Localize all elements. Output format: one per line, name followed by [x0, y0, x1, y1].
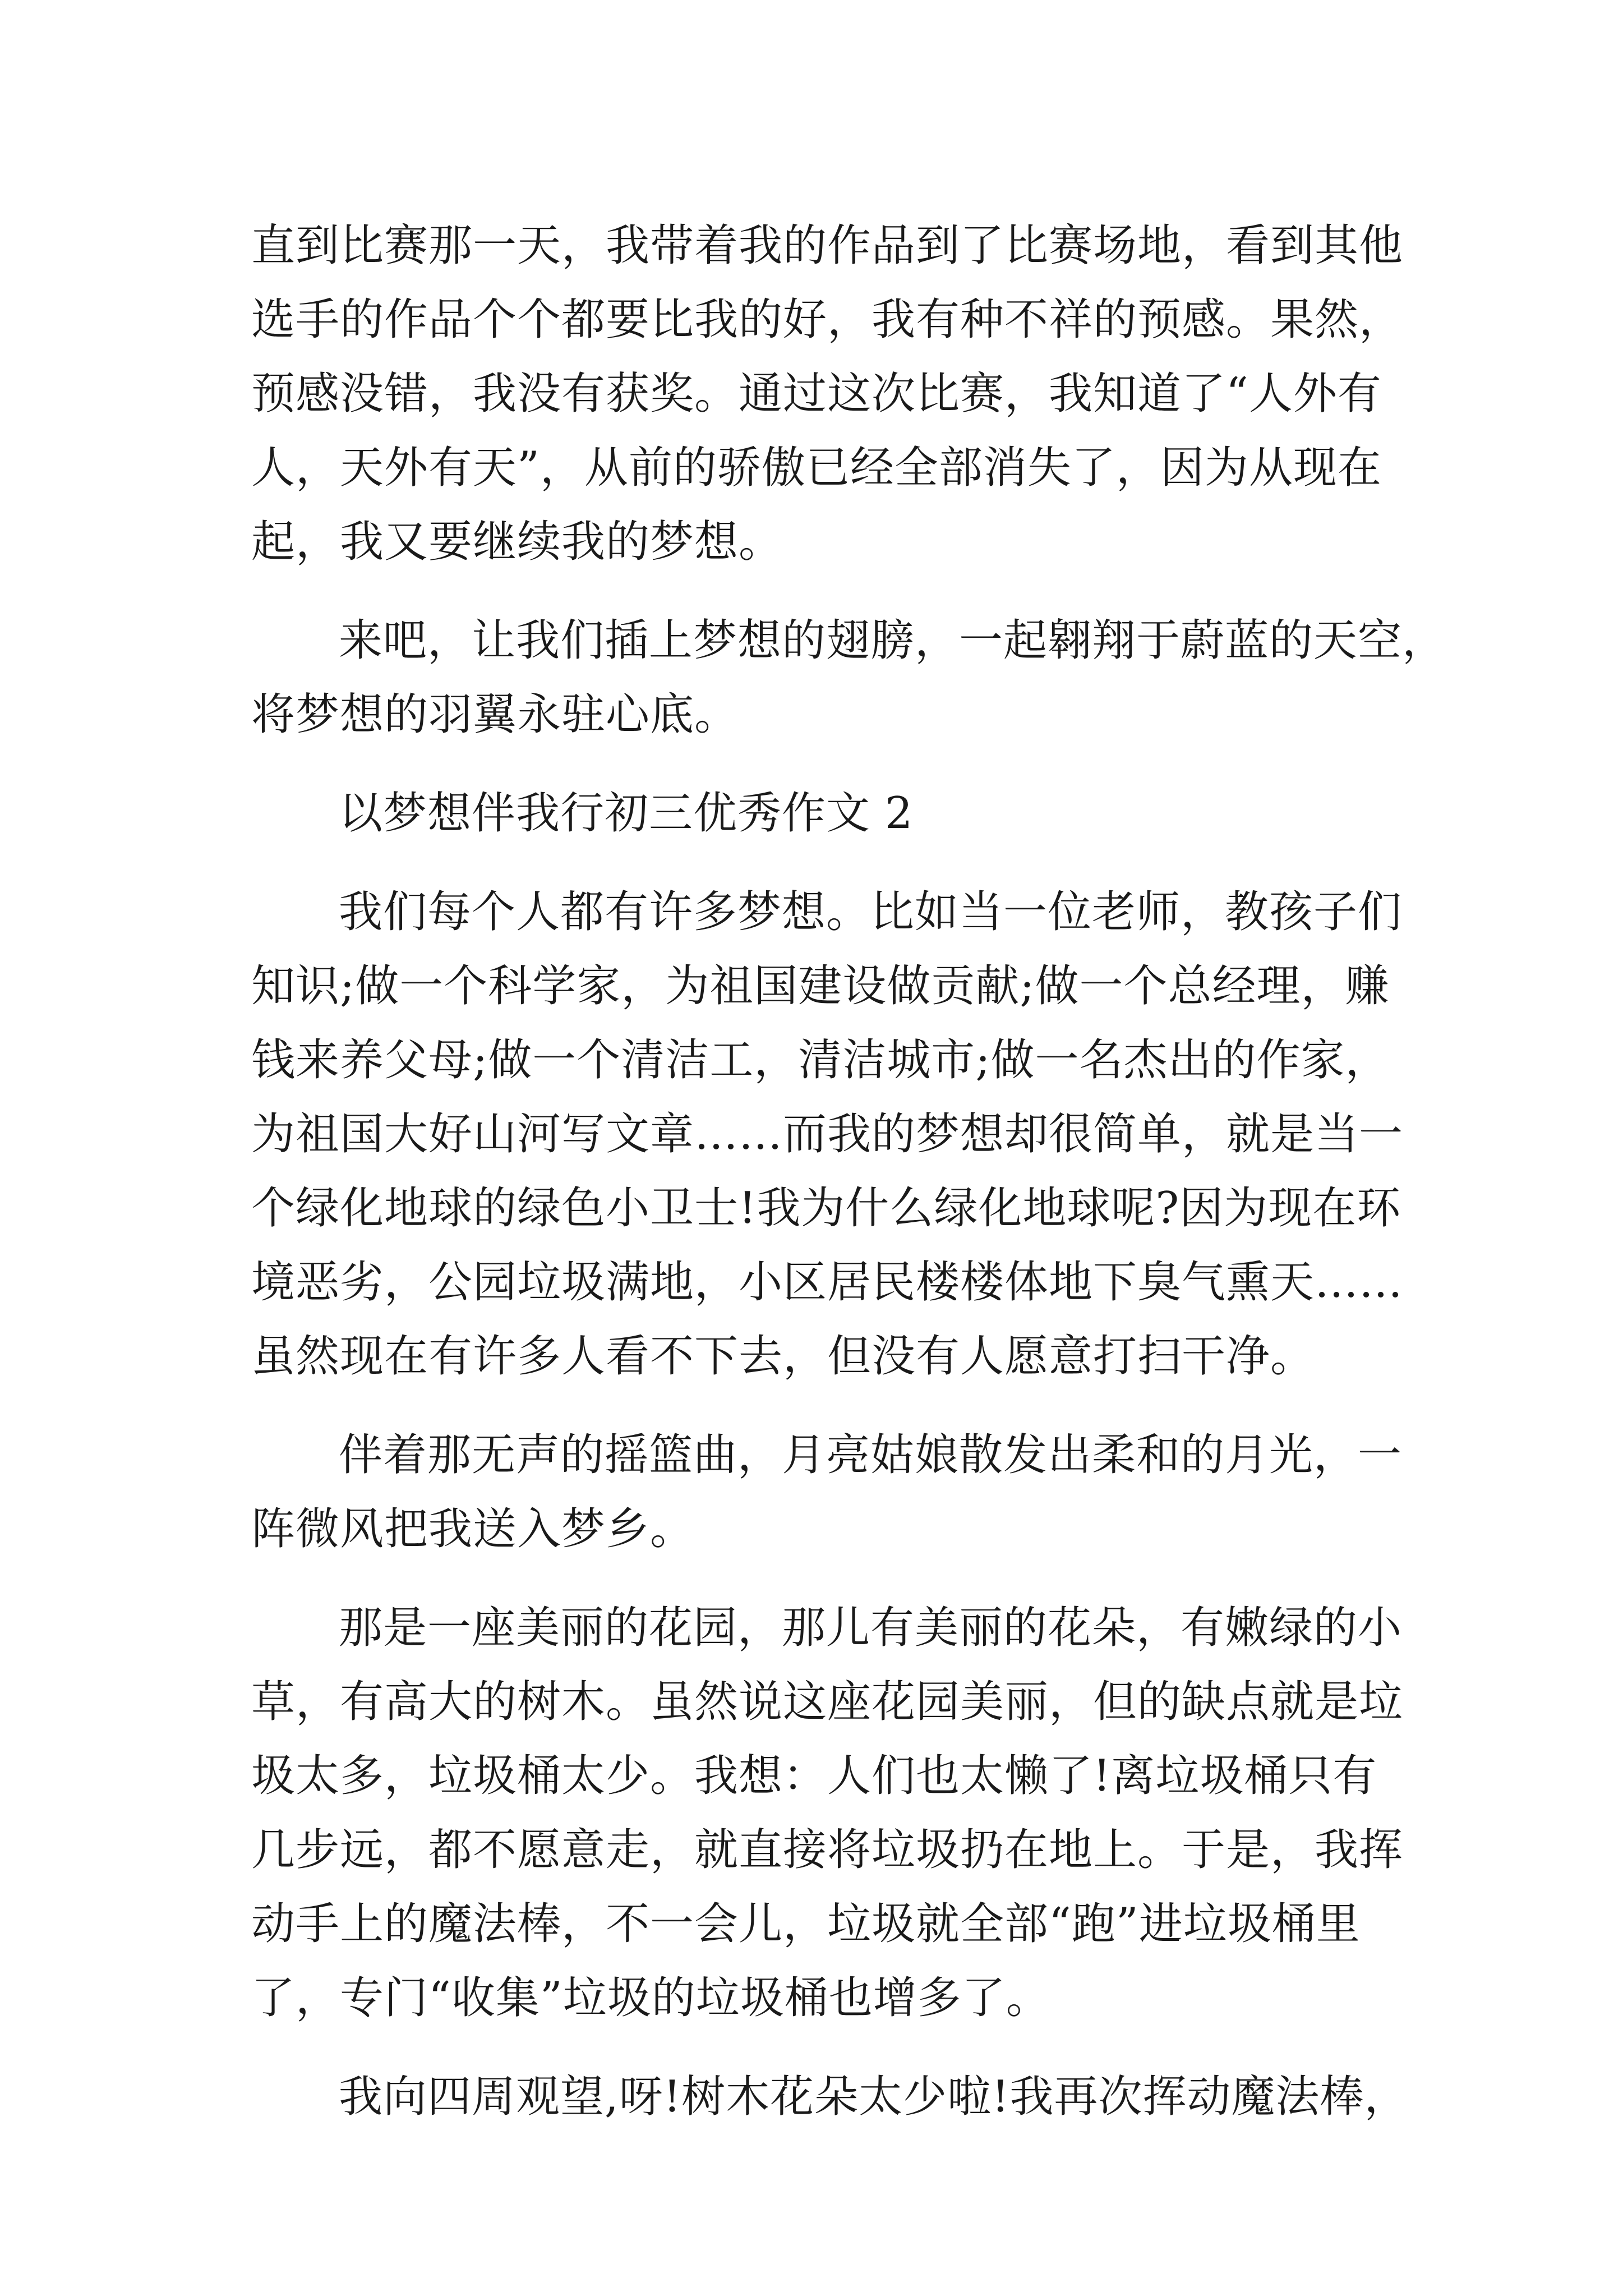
text-line: 钱来养父母;做一个清洁工，清洁城市;做一名杰出的作家， — [251, 1035, 1390, 1085]
text-line: 境恶劣，公园垃圾满地，小区居民楼楼体地下臭气熏天…… — [251, 1257, 1404, 1308]
text-line: 阵微风把我送入梦乡。 — [251, 1504, 695, 1554]
text-line: 了，专门“收集”垃圾的垃圾桶也增多了。 — [251, 1973, 1050, 2023]
text-line: 动手上的魔法棒，不一会儿，垃圾就全部“跑”进垃圾桶里 — [251, 1899, 1361, 1949]
text-line: 个绿化地球的绿色小卫士!我为什么绿化地球呢?因为现在环 — [251, 1183, 1401, 1234]
text-line: 起，我又要继续我的梦想。 — [251, 517, 783, 567]
text-line: 为祖国大好山河写文章……而我的梦想却很简单，就是当一 — [251, 1109, 1404, 1159]
paragraph-start-line: 我向四周观望,呀!树木花朵太少啦!我再次挥动魔法棒， — [339, 2072, 1409, 2122]
text-line: 几步远，都不愿意走，就直接将垃圾扔在地上。于是，我挥 — [251, 1825, 1404, 1875]
text-line: 圾太多，垃圾桶太少。我想：人们也太懒了!离垃圾桶只有 — [251, 1751, 1377, 1801]
essay-heading: 以梦想伴我行初三优秀作文 2 — [339, 788, 914, 839]
text-line: 人，天外有天”，从前的骄傲已经全部消失了，因为从现在 — [251, 443, 1382, 493]
paragraph-start-line: 伴着那无声的摇篮曲，月亮姑娘散发出柔和的月光，一 — [339, 1430, 1403, 1480]
text-line: 选手的作品个个都要比我的好，我有种不祥的预感。果然， — [251, 295, 1404, 345]
essay-text — [251, 209, 1447, 2134]
paragraph-start-line: 我们每个人都有许多梦想。比如当一位老师，教孩子们 — [339, 887, 1403, 937]
text-line: 草，有高大的树木。虽然说这座花园美丽，但的缺点就是垃 — [251, 1677, 1404, 1727]
text-line: 知识;做一个科学家，为祖国建设做贡献;做一个总经理，赚 — [251, 961, 1390, 1011]
text-line: 预感没错，我没有获奖。通过这次比赛，我知道了“人外有 — [251, 369, 1382, 419]
text-line: 将梦想的羽翼永驻心底。 — [251, 689, 739, 740]
paragraph-start-line: 那是一座美丽的花园，那儿有美丽的花朵，有嫩绿的小 — [339, 1603, 1403, 1653]
paragraph-start-line: 来吧，让我们插上梦想的翅膀，一起翱翔于蔚蓝的天空， — [339, 615, 1447, 666]
text-line: 虽然现在有许多人看不下去，但没有人愿意打扫干净。 — [251, 1331, 1315, 1382]
text-line: 直到比赛那一天，我带着我的作品到了比赛场地，看到其他 — [251, 220, 1404, 271]
